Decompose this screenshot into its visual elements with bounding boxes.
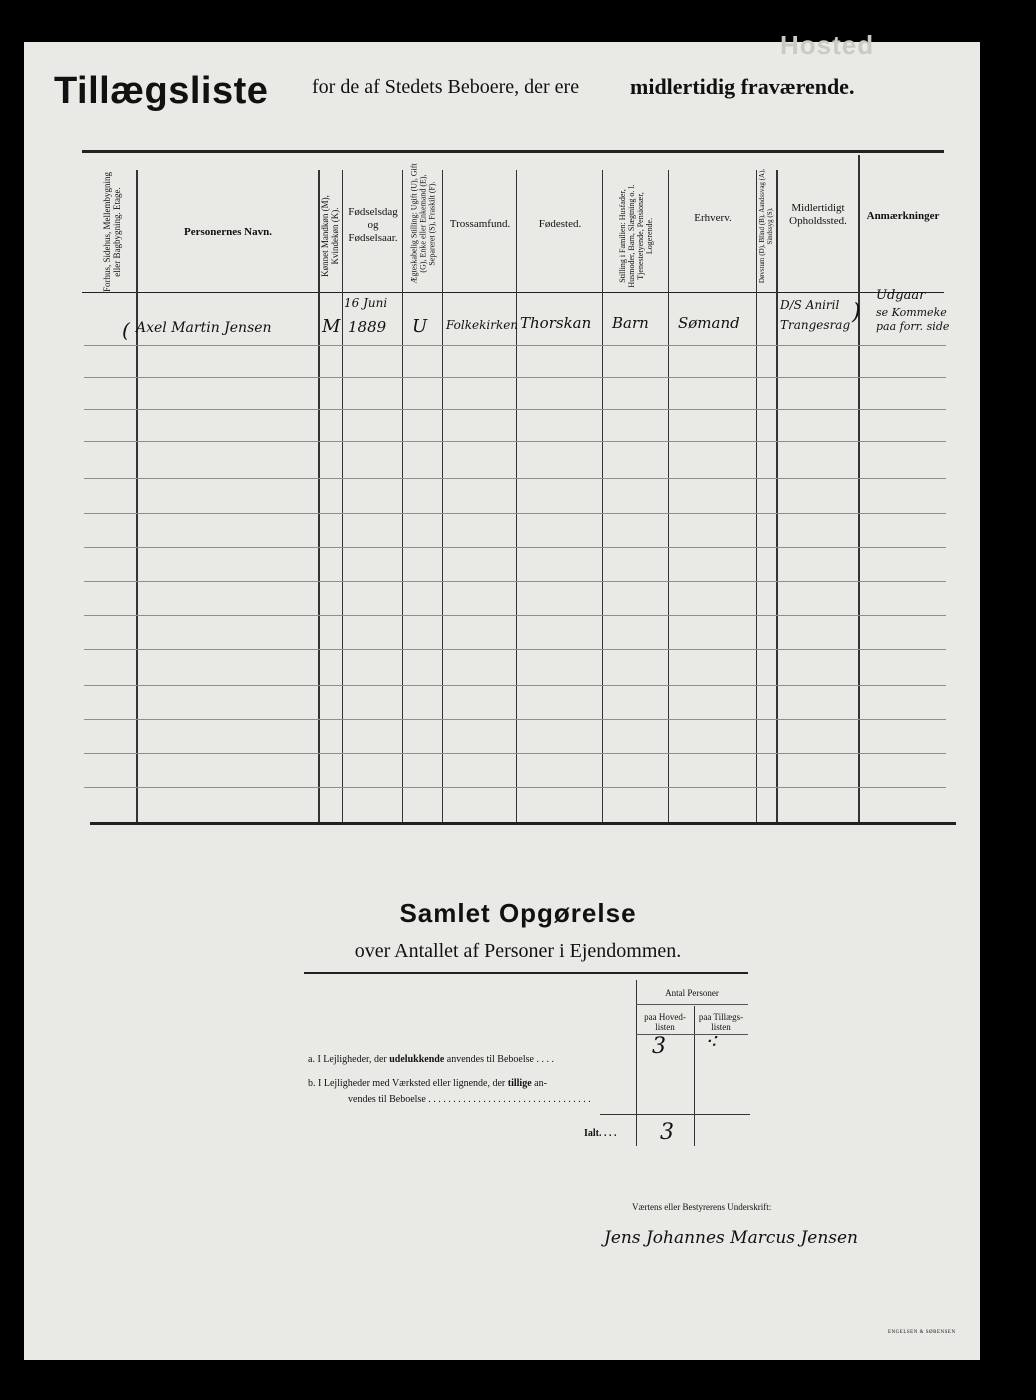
summary-row-b-line2: vendes til Beboelse . . . . . . . . . . . . . . . . . . . . . . . . . . . . . . . . . (348, 1094, 591, 1105)
summary-antal-header: Antal Personer (665, 988, 719, 998)
row-rule (84, 478, 946, 479)
col-header-occupation: Erhverv. (694, 212, 732, 224)
summary-ialt: Ialt. . . . (584, 1128, 617, 1139)
summary-hdr-rule (636, 1004, 748, 1005)
summary-row-b-suffix: an- (534, 1078, 547, 1089)
col-header-name: Personernes Navn. (184, 226, 272, 238)
col-sep (858, 155, 860, 822)
row-remarks-line2: se Kommeke (876, 306, 947, 319)
col-sep (668, 170, 669, 822)
col-header-birthdate: Fødselsdag og Fødselsaar. (348, 206, 398, 244)
summary-subtitle: over Antallet af Personer i Ejendommen. (354, 940, 682, 962)
summary-row-b-bold: tillige (507, 1078, 532, 1089)
summary-row-a-suffix: anvendes til Beboelse . . . . (446, 1054, 554, 1065)
census-form-page (24, 42, 980, 1360)
col-sep (442, 170, 443, 822)
summary-a-hoved-value: 3 (652, 1034, 666, 1059)
summary-col-tillaeg: paa Tillægs- listen (698, 1012, 744, 1032)
row-residence-line1: D/S Aniril (780, 298, 840, 312)
col-sep (776, 170, 778, 822)
bracket-mark: ( (122, 318, 130, 342)
row-birth-year: 1889 (348, 318, 387, 336)
summary-total-rule (600, 1114, 750, 1115)
summary-row-b (308, 1078, 547, 1089)
printer-mark: ENGELSEN & SØRENSEN (888, 1330, 956, 1335)
summary-a-tillaeg-value: ⁖ (704, 1030, 717, 1055)
row-religion: Folkekirken (446, 318, 519, 332)
col-header-temp-residence: Midlertidigt Opholdssted. (789, 202, 847, 227)
row-family-position: Barn (612, 314, 649, 332)
summary-row-a-bold: udelukkende (389, 1054, 445, 1065)
summary-row-a-prefix: a. I Lejligheder, der (308, 1054, 387, 1065)
row-rule (84, 513, 946, 514)
faded-header-text: Hosted (780, 30, 875, 60)
row-remarks-line3: paa forr. side (876, 320, 950, 333)
row-remarks-line1: Udgaar (876, 288, 926, 303)
col-header-remarks: Anmærkninger (866, 210, 940, 222)
row-rule (84, 377, 946, 378)
col-header-marital: Ægteskabelig Stilling: Ugift (U), Gift (G), Enke eller Enkemand (E), Separeret (S), Fraskilt (F). (409, 163, 437, 284)
summary-top-rule (304, 972, 748, 974)
col-sep (756, 170, 757, 822)
col-header-building: Forhus, Sidehus, Mellembygning eller Bagbygning. Etage. (102, 171, 122, 292)
row-rule (84, 719, 946, 720)
row-rule (84, 685, 946, 686)
summary-row-b-prefix: b. I Lejligheder med Værksted eller lignende, der (308, 1078, 506, 1089)
form-subtitle-bold: midlertidig fraværende. (630, 74, 855, 99)
row-occupation: Sømand (678, 314, 740, 332)
col-header-disability: Døvstum (D), Blind (B), Aandssvag (A), Sindssyg (S). (758, 168, 774, 284)
row-name: Axel Martin Jensen (136, 320, 272, 336)
summary-row-a (308, 1054, 554, 1065)
row-rule (84, 581, 946, 582)
signature-label: Værtens eller Bestyrerens Underskrift: (632, 1202, 772, 1212)
col-header-birthplace: Fødested. (538, 218, 582, 230)
table-bottom-rule (90, 822, 956, 825)
row-rule (84, 409, 946, 410)
closing-bracket-mark: ) (852, 300, 861, 325)
col-sep (342, 170, 343, 822)
col-header-family-position: Stilling i Familien: Husfader, Husmoder, Barn, Slægtning o. l. Tjenestetyende, Pensionær, Logerende. (618, 184, 654, 288)
form-title: Tillægsliste (54, 70, 269, 112)
summary-col-hoved: paa Hoved- listen (644, 1012, 686, 1032)
row-rule (84, 547, 946, 548)
row-residence-line2: Trangesrag (780, 318, 851, 332)
col-sep (516, 170, 517, 822)
row-marital: U (412, 316, 428, 337)
col-sep (602, 170, 603, 822)
row-rule (84, 441, 946, 442)
header-bottom-rule (82, 292, 944, 293)
table-top-rule (82, 150, 944, 153)
col-sep (402, 170, 403, 822)
row-birthplace: Thorskan (520, 314, 592, 332)
summary-title: Samlet Opgørelse (399, 898, 637, 928)
row-rule (84, 787, 946, 788)
row-rule (84, 345, 946, 346)
row-birthday: 16 Juni (344, 296, 388, 310)
col-sep (136, 170, 138, 822)
row-rule (84, 615, 946, 616)
row-sex: M (322, 316, 341, 337)
form-subtitle: for de af Stedets Beboere, der ere (312, 76, 580, 98)
signature-value: Jens Johannes Marcus Jensen (604, 1228, 858, 1248)
row-rule (84, 649, 946, 650)
col-header-religion: Trossamfund. (449, 218, 511, 230)
row-rule (84, 753, 946, 754)
summary-total-hoved-value: 3 (660, 1120, 674, 1145)
col-header-sex: Kønnet Mandkøn (M), Kvindekøn (K). (320, 195, 340, 277)
